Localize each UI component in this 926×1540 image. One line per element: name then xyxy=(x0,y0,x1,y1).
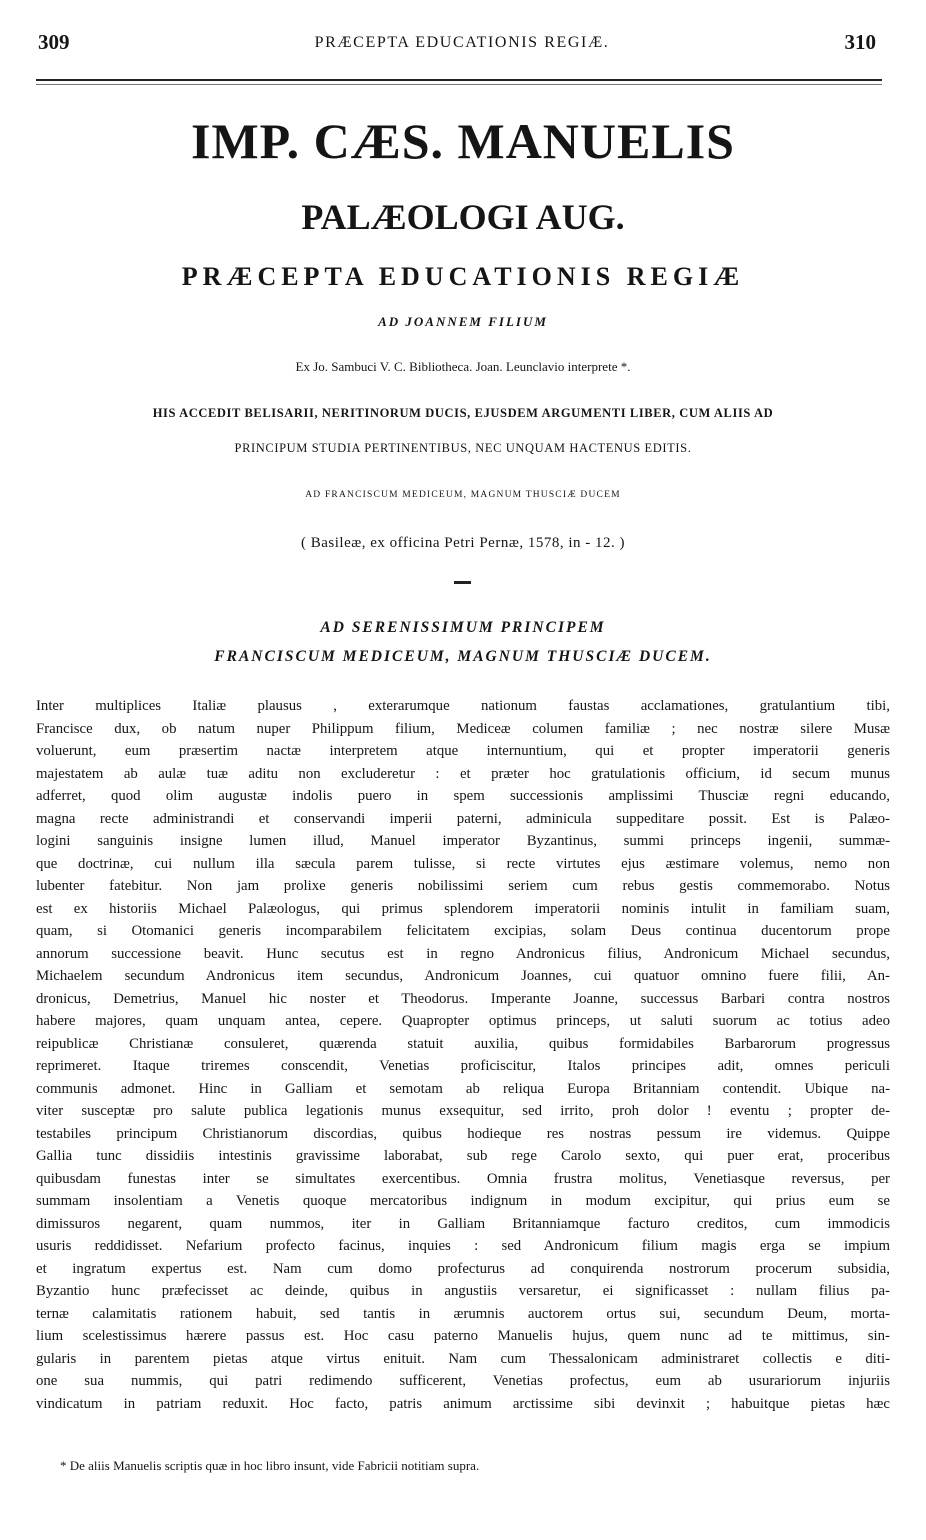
title-line-3: PRÆCEPTA EDUCATIONIS REGIÆ xyxy=(181,262,745,291)
body-line: testabiles principum Christianorum discordias, quibus hodieque res nostras pessum ire videmus. Quippe xyxy=(36,1125,890,1142)
body-line: habere majores, quam unquam antea, cepere. Quapropter optimus princeps, ut saluti suorum ac totius adeo xyxy=(36,1013,890,1029)
body-line: reipublicæ Christianæ consuleret, quærenda statuit auxilia, quibus formidabiles Barbarorum progressus xyxy=(36,1035,890,1052)
body-line: gularis in parentem pietas atque virtus enituit. Nam cum Thessalonicam administraret collectis e diti- xyxy=(36,1350,890,1367)
body-line: et ingratum expertus est. Nam cum domo profecturus ad conquirenda nostrorum procerum subsidia, xyxy=(36,1260,890,1277)
subtitle-line-1: HIS ACCEDIT BELISARII, NERITINORUM DUCIS, EJUSDEM ARGUMENTI LIBER, CUM ALIIS AD xyxy=(152,406,774,420)
body-line: dronicus, Demetrius, Manuel hic noster et Theodorus. Imperante Joanne, successus Barbari contra nostros xyxy=(36,990,890,1007)
subtitle-line-2: PRINCIPUM STUDIA PERTINENTIBUS, NEC UNQUAM HACTENUS EDITIS. xyxy=(234,441,692,455)
body-line: Gallia tunc dissidiis intestinis gravissime laborabat, sub rege Carolo sexto, qui puer erat, proceribus xyxy=(36,1148,890,1164)
title-line-2: PALÆOLOGI AUG. xyxy=(301,197,625,237)
body-line: quam, si Otomanici generis incomparabilem felicitatem excipias, solam Deus continua ducentorum prope xyxy=(36,923,890,939)
body-line: magna recte administrandi et conservandi imperii paterni, adminicula suppeditare possit. Est is Palæo- xyxy=(36,810,890,827)
body-line: est ex historiis Michael Palæologus, qui primus splendorem imperatorii nominis intulit in familiam suam, xyxy=(36,900,890,917)
footnote: * De aliis Manuelis scriptis quæ in hoc libro insunt, vide Fabricii notitiam supra. xyxy=(60,1458,480,1473)
body-line: summam insolentiam a Venetis quoque mercatoribus indignum in modum excipitur, qui prius eum se xyxy=(36,1193,890,1209)
body-line: annorum successione beavit. Hunc secutus est in regno Andronicus filius, Andronicum Michael secundus, xyxy=(36,945,890,962)
addressee-line: AD FRANCISCUM MEDICEUM, MAGNUM THUSCIÆ DUCEM xyxy=(305,490,621,500)
main-title: IMP. CÆS. MANUELIS xyxy=(190,113,735,169)
body-line: communis admonet. Hinc in Galliam et semotam ab reliqua Europa Britanniam contendit. Ubique na- xyxy=(36,1080,890,1097)
body-line: lubenter fatebitur. Non jam prolixe generis nobilissimi seriem cum rebus gestis commemorabo. Notus xyxy=(36,878,890,894)
body-line: Michaelem secundum Andronicus item secundus, Andronicum Joannes, cui quatuor omnino fuere filii, An- xyxy=(36,968,890,984)
header-rule-thin xyxy=(36,84,882,85)
separator-dash xyxy=(454,581,471,584)
dedication-line-2: FRANCISCUM MEDICEUM, MAGNUM THUSCIÆ DUCEM. xyxy=(214,648,712,665)
body-line: Inter multiplices Italiæ plausus , exterarumque nationum faustas acclamationes, gratulantium tibi, xyxy=(36,698,890,714)
body-line: majestatem ab aulæ tuæ aditu non excluderetur : et præter hoc gratulationis officium, id secum munus xyxy=(36,765,890,782)
body-line: vindicatum in patriam reduxit. Hoc facto, patris animum arctissime sibi devinxit ; habuitque pietas hæc xyxy=(36,1395,890,1412)
body-line: lium scelestissimus hærere passus est. Hoc casu paterno Manuelis hujus, quem nunc ad te mittimus, sin- xyxy=(36,1328,890,1344)
body-line: one sua nummis, qui patri redimendo sufficerent, Venetias profectus, eum ab usurariorum injuriis xyxy=(36,1373,890,1389)
body-text xyxy=(36,695,890,1415)
body-line: ternæ calamitatis rationem habuit, sed tantis in ærumnis auctorem ortus sui, secundum Deum, morta- xyxy=(36,1305,890,1322)
page-number-left: 309 xyxy=(38,30,70,54)
page-number-right: 310 xyxy=(844,30,876,54)
source-line: Ex Jo. Sambuci V. C. Bibliotheca. Joan. Leunclavio interprete *. xyxy=(295,359,631,374)
body-line: usuris reddidisset. Nefarium profecto facinus, inquies : sed Andronicum filium magis erga se impium xyxy=(36,1238,890,1254)
body-line: dimissuros negarent, quam nummos, iter in Galliam Britanniamque facturo creditos, cum immodicis xyxy=(36,1215,890,1232)
header-rule xyxy=(36,79,882,81)
body-line: reprimeret. Itaque triremes conscendit, Venetias proficiscitur, Italos principes adit, omnes periculi xyxy=(36,1058,890,1074)
dedication-line-1: AD SERENISSIMUM PRINCIPEM xyxy=(320,619,606,636)
running-head-title: PRÆCEPTA EDUCATIONIS REGIÆ. xyxy=(314,34,610,51)
body-line: Francisce dux, ob natum nuper Philippum filium, Mediceæ columen familiæ ; nec nostræ silere Musæ xyxy=(36,720,890,737)
imprint-line: ( Basileæ, ex officina Petri Pernæ, 1578, in - 12. ) xyxy=(300,535,625,551)
body-line: adferret, quod olim augustæ indolis puero in spem successionis amplissimi Thusciæ regni educando, xyxy=(36,788,890,804)
running-head xyxy=(38,30,886,58)
body-line: que doctrinæ, cui nullum illa sæcula parem tulisse, si recte virtutes ejus æstimare volemus, nemo non xyxy=(36,855,890,872)
title-line-4: AD JOANNEM FILIUM xyxy=(378,314,548,329)
body-line: Byzantio hunc præfecisset ac deinde, quibus in angustiis versaretur, ei significasset : nullam filius pa- xyxy=(36,1283,890,1299)
body-line: quibusdam funestas inter se simultates exercentibus. Omnia frustra molitus, Venetiasque reversus, per xyxy=(36,1170,890,1187)
body-line: voluerunt, eum præsertim nactæ interpretem atque internuntium, qui et propter imperatorii generis xyxy=(36,743,890,759)
body-line: logini sanguinis insigne lumen illud, Manuel imperator Byzantinus, summi princeps ingenii, summæ- xyxy=(36,833,890,849)
body-line: viter susceptæ pro salute publica legationis munus exsequitur, sed irrito, proh dolor ! eventu ; propter de- xyxy=(36,1103,890,1119)
